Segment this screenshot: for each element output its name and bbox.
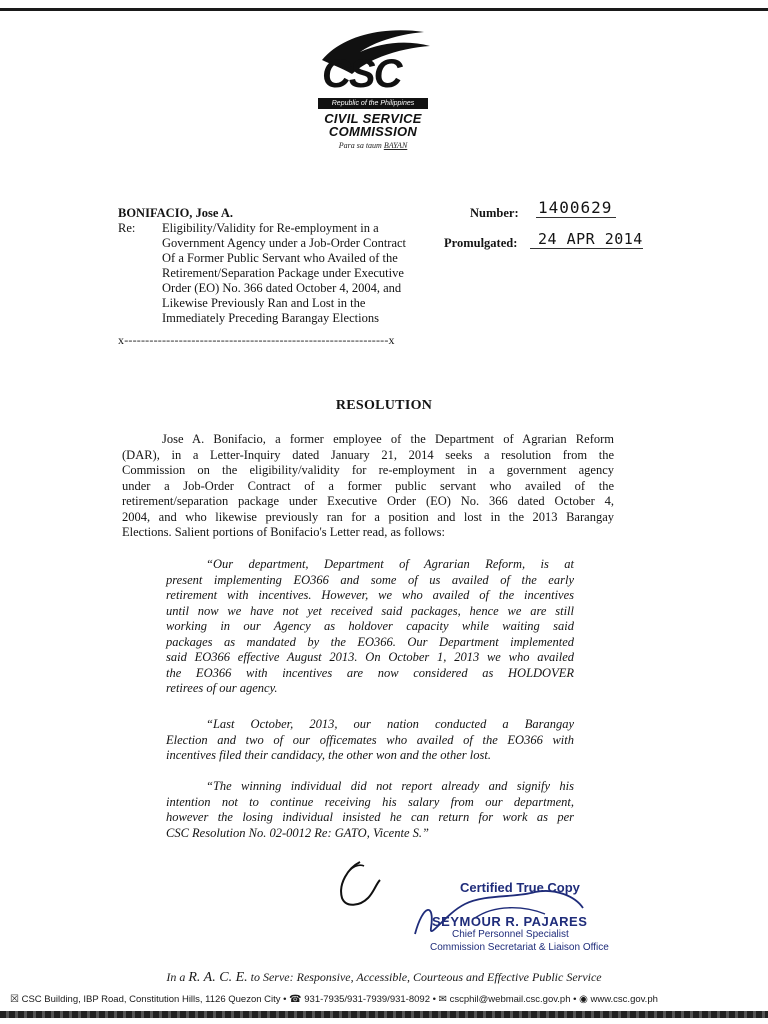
quote-line: until now we have not yet received said packages, hence we are still bbox=[166, 603, 574, 618]
subject-line: Order (EO) No. 366 dated October 4, 2004, and bbox=[162, 281, 402, 295]
quote-line: said EO366 effective August 2013. On October 1, 2013 we who availed bbox=[166, 650, 574, 664]
motto-prefix: In a bbox=[166, 970, 186, 984]
logo-commission-line2: COMMISSION bbox=[328, 124, 418, 139]
subject-line: Likewise Previously Ran and Lost in the bbox=[162, 296, 366, 310]
motto-race: R. A. C. E. bbox=[188, 970, 248, 985]
intro-line: retirement/separation package under Executive Order (EO) No. 366 dated October 4, bbox=[122, 494, 614, 508]
quote-paragraph-1 bbox=[166, 557, 574, 697]
subject-line: Of a Former Public Servant who Availed of the bbox=[162, 251, 398, 265]
intro-line: (DAR), in a Letter-Inquiry dated January 21, 2014 seeks a resolution from the bbox=[122, 447, 614, 462]
footer-address: CSC Building, IBP Road, Constitution Hills, 1126 Quezon City bbox=[21, 994, 281, 1005]
logo-tagline-emph: BAYAN bbox=[383, 141, 408, 150]
stamp-certified-true-copy: Certified True Copy bbox=[460, 880, 580, 895]
stamp-signatory-office: Commission Secretariat & Liaison Office bbox=[430, 942, 609, 953]
quote-line: the EO366 with incentives are now considered as HOLDOVER bbox=[166, 665, 574, 680]
logo-commission-name bbox=[318, 112, 428, 138]
promulgated-label: Promulgated: bbox=[444, 236, 518, 250]
number-label: Number: bbox=[470, 206, 519, 220]
intro-line: 2004, and who likewise previously ran for a position and lost in the 2013 Barangay bbox=[122, 509, 614, 524]
subject-line: Eligibility/Validity for Re-employment in a bbox=[162, 221, 379, 235]
quote-line: however the losing individual insisted he can return for work as per bbox=[166, 810, 574, 824]
stamp-signatory-name: SEYMOUR R. PAJARES bbox=[432, 914, 588, 929]
quote-paragraph-2 bbox=[166, 717, 574, 764]
subject-line: Government Agency under a Job-Order Contract bbox=[162, 236, 407, 250]
logo-tagline bbox=[318, 141, 428, 150]
stamp-signatory-title: Chief Personnel Specialist bbox=[452, 929, 569, 940]
subject-line: Immediately Preceding Barangay Elections bbox=[162, 311, 379, 325]
quote-line: retirees of our agency. bbox=[166, 681, 278, 695]
logo-commission-line1: CIVIL SERVICE bbox=[324, 111, 422, 126]
quote-line: “Our department, Department of Agrarian Reform, is at bbox=[206, 557, 574, 571]
phone-icon: ☎ bbox=[289, 994, 302, 1005]
intro-line: Jose A. Bonifacio, a former employee of the Department of Agrarian Reform bbox=[162, 432, 614, 446]
promulgated-date: 24 APR 2014 bbox=[530, 230, 643, 249]
quote-line: Election and two of our officemates who availed of the EO366 with bbox=[166, 732, 574, 747]
quote-line: incentives filed their candidacy, the other won and the other lost. bbox=[166, 748, 491, 762]
intro-line: Elections. Salient portions of Bonifacio's Letter read, as follows: bbox=[122, 525, 446, 539]
separator-line: x---------------------------------------------------------------x bbox=[118, 333, 395, 347]
subject-line: Retirement/Separation Package under Executive bbox=[162, 266, 404, 280]
footer-phone: 931-7935/931-7939/931-8092 bbox=[304, 994, 430, 1005]
quote-line: “The winning individual did not report already and signify his bbox=[206, 779, 574, 793]
footer-contact: ☒ CSC Building, IBP Road, Constitution Hills, 1126 Quezon City • ☎ 931-7935/931-7939/931-8092 • ✉ cscphil@webmail.csc.gov.ph • ◉ www.csc.gov.ph bbox=[10, 994, 658, 1005]
globe-icon: ◉ bbox=[579, 994, 588, 1005]
intro-line: Commission on the eligibility/validity for re-employment in a government agency bbox=[122, 463, 614, 477]
quote-line: intention not to continue receiving his salary from our department, bbox=[166, 794, 574, 809]
footer-website[interactable]: www.csc.gov.ph bbox=[590, 994, 658, 1005]
quote-line: packages as mandated by the EO366. Our Department implemented bbox=[166, 634, 574, 649]
top-border-line bbox=[0, 6, 768, 13]
logo-tagline-prefix: Para sa taum bbox=[338, 141, 382, 150]
footer-email[interactable]: cscphil@webmail.csc.gov.ph bbox=[449, 994, 571, 1005]
bottom-border-line bbox=[0, 1011, 768, 1018]
footer-motto bbox=[0, 970, 768, 986]
quote-line: working in our Agency as holdover capacity while waiting said bbox=[166, 619, 574, 633]
re-label: Re: bbox=[118, 221, 136, 235]
quote-line: CSC Resolution No. 02-0012 Re: GATO, Vicente S.” bbox=[166, 825, 429, 840]
resolution-title: RESOLUTION bbox=[335, 398, 433, 413]
motto-values: Responsive, Accessible, Courteous and Effective Public Service bbox=[296, 970, 602, 984]
intro-line: under a Job-Order Contract of a former public servant who availed of the bbox=[122, 478, 614, 493]
resolution-number: 1400629 bbox=[536, 198, 616, 218]
intro-paragraph bbox=[122, 432, 614, 541]
logo-acronym: CSC bbox=[322, 52, 401, 96]
re-subject bbox=[162, 221, 447, 326]
email-icon: ✉ bbox=[438, 994, 447, 1005]
motto-mid: to Serve: bbox=[250, 970, 294, 984]
quote-line: retirement with incentives. However, we who availed of the incentives bbox=[166, 588, 574, 602]
building-icon: ☒ bbox=[10, 994, 19, 1005]
quote-paragraph-3 bbox=[166, 779, 574, 841]
initial-signature bbox=[330, 858, 390, 918]
addressee-name: BONIFACIO, Jose A. bbox=[118, 206, 234, 220]
quote-line: “Last October, 2013, our nation conducted a Barangay bbox=[206, 717, 574, 731]
logo-republic-banner: Republic of the Philippines bbox=[318, 98, 428, 109]
quote-line: present implementing EO366 and some of us availed of the early bbox=[166, 572, 574, 587]
